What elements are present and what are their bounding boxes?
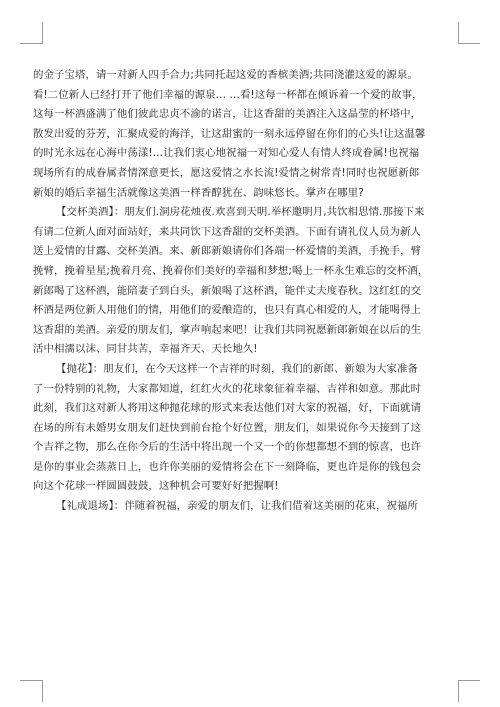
text-line-section-start: 【抛花】：朋友们，在今天这样一个吉祥的时刻，我们的新郎、新娘为大家准备 — [56, 362, 418, 375]
text-line: 杯酒是两位新人用他们的情，用他们的爱酿造的，也只有真心相爱的人，才能喝得上 — [33, 304, 422, 317]
text-line: 散发出爱的芬芳，汇聚成爱的海洋，让这甜蜜的一刻永远停留在你们的心头!让这温馨 — [33, 127, 426, 140]
text-line: 这香甜的美酒。亲爱的朋友们，掌声响起来吧！让我们共同祝愿新郎新娘在以后的生 — [33, 323, 422, 336]
text-line: 挽臂，挽着星星;挽着月亮、挽着你们美好的幸福和梦想;喝上一杯永生难忘的交杯酒， — [33, 264, 429, 277]
text-line: 向这个花球一样圆圆鼓鼓，这种机会可要好好把握啊! — [33, 480, 279, 493]
crop-mark-bottom-right-horizontal — [458, 680, 480, 681]
text-line: 的时光永远在心海中荡漾!…让我们衷心地祝福一对知心爱人有情人终成眷属!也祝福 — [33, 147, 420, 160]
crop-mark-bottom-left-horizontal — [20, 680, 43, 681]
text-line: 新娘的婚后幸福生活就像这美酒一样香醇犹在、韵味悠长。掌声在哪里? — [33, 186, 364, 199]
text-line: 的金子宝塔，请一对新人四手合力;共同托起这爱的香槟美酒;共同浇灌这爱的源泉。 — [33, 69, 418, 81]
text-line-section-start: 【礼成退场】：伴随着祝福，亲爱的朋友们，让我们借着这美丽的花束，祝福所 — [56, 500, 418, 513]
crop-mark-top-left-vertical — [42, 22, 43, 44]
text-line-section-start: 【交杯美酒】：朋友们.洞房花烛夜.欢喜到天明.举杯邀明月,共饮相思情.那接下来 — [56, 206, 425, 219]
text-line: 送上爱情的甘露、交杯美酒。来、新郎新娘请你们各端一杯爱情的美酒，手挽手，臂 — [33, 245, 422, 258]
text-line: 现场所有的成眷属者情深意更长，愿这爱情之水长流!爱情之树常青!同时也祝愿新郎 — [33, 166, 420, 179]
crop-mark-top-left-horizontal — [20, 43, 43, 44]
text-line: 是你的事业会蒸蒸日上，也许你美丽的爱情将会在下一刻降临，更也许是你的钱包会 — [33, 460, 422, 473]
crop-mark-top-right-horizontal — [458, 43, 480, 44]
crop-mark-bottom-left-vertical — [42, 680, 43, 702]
text-line: 此刻，我们这对新人将用这种抛花球的形式来表达他们对大家的祝福，好，下面就请 — [33, 402, 422, 415]
text-line: 有请二位新人面对面站好，来共同饮下这香甜的交杯美酒。下面有请礼仪人员为新人 — [33, 225, 422, 238]
crop-mark-top-right-vertical — [458, 22, 459, 44]
document-body — [33, 66, 469, 517]
text-line: 个吉祥之物，那么在你今后的生活中将出现一个又一个的你想都想不到的惊喜，也许 — [33, 441, 422, 454]
text-line: 这每一杯酒盛满了他们彼此忠贞不渝的诺言，让这香甜的美酒注入这晶莹的杯塔中， — [33, 108, 422, 121]
crop-mark-bottom-right-vertical — [458, 680, 459, 702]
text-line: 活中相濡以沫、同甘共苦，幸福齐天、天长地久! — [33, 343, 258, 356]
text-line: 在场的所有未婚男女朋友们赶快到前台抢个好位置，朋友们，如果说你今天接到了这 — [33, 421, 422, 434]
text-line: 了一份特别的礼物，大家都知道，红红火火的花球象征着幸福、吉祥和如意。那此时 — [33, 382, 422, 395]
text-line: 新郎喝了这杯酒，能陪妻子到白头，新娘喝了这杯酒，能伴丈夫度春秋。这红红的交 — [33, 284, 422, 297]
text-line: 看!二位新人已经打开了他们幸福的源泉… …看!这每一杯都在倾诉着一个爱的故事， — [33, 88, 423, 101]
